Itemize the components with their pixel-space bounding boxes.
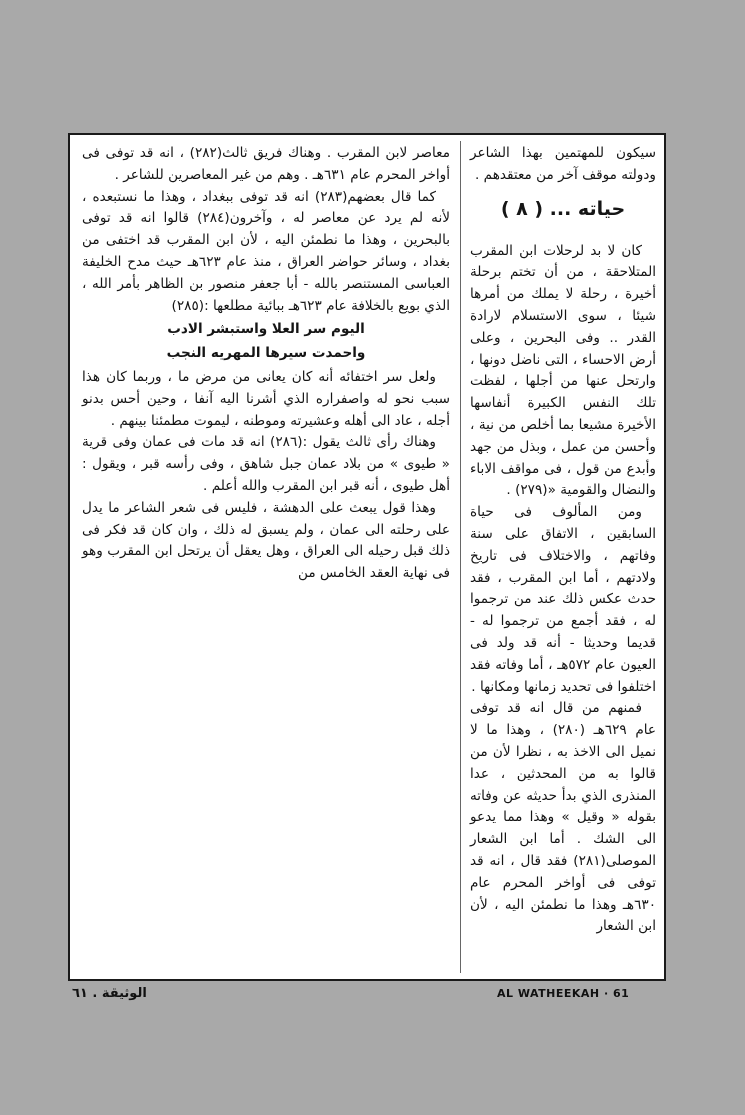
left-column bbox=[82, 143, 450, 585]
intro-text: سيكون للمهتمين بهذا الشاعر ودولته موقف آخر من معتقدهم . bbox=[470, 145, 656, 183]
paragraph: وهناك رأى ثالث يقول :(٢٨٦) انه قد مات فى عمان وفى قرية « طيوى » من بلاد عمان جبل شاهق ، وفى رأسه قبر ، ويقول : أهل طيوى ، أنه قبر ابن المقرب والله أعلم . bbox=[82, 434, 450, 494]
verse-line: واحمدت سيرها المهريه النجب bbox=[166, 345, 366, 362]
paragraph: ولعل سر اختفائه أنه كان يعانى من مرض ما ، وربما كان هذا سبب نحو له واصفراره الذي أشرنا اليه آنفا ، وحين أحس بدنو أجله ، عاد الى أهله وعشيرته وموطنه ، ليموت مطمئنا بينهم . bbox=[82, 368, 450, 429]
footer-page-number-latin: AL WATHEEKAH · 61 bbox=[497, 987, 630, 1000]
verse-line: اليوم سر العلا واستبشر الادب bbox=[167, 321, 365, 338]
paragraph: كما قال بعضهم(٢٨٣) انه قد توفى ببغداد ، وهذا ما نستبعده ، لأنه لم يرد عن معاصر له ، وآخرون(٢٨٤) قالوا انه قد توفى بالبحرين ، وهذا ما نطمئن اليه ، لأن ابن المقرب قد اختفى من بغداد ، وسائر حواضر العراق ، منذ عام ٦٢٣هـ حيث مدح الخليفة العباسى المستنصر بالله - أبا جعفر منصور بن الظاهر بأمر الله ، الذي بويع بالخلافة عام ٦٢٣هـ ببائية مطلعها :(٢٨٥) bbox=[82, 188, 450, 314]
paragraph: كان لا بد لرحلات ابن المقرب المتلاحقة ، من أن تختم برحلة أخيرة ، رحلة لا يملك من أمرها شيئا ، سوى الاستسلام لارادة القدر .. وفى البحرين ، وعلى أرض الاحساء ، التى ناضل دونها ، وارتحل عنها من أجلها ، لفظت تلك النفس الكبيرة أنفاسها الأخيرة مشيعا بما أخلص من نية ، وأحسن من عمل ، وبذل من جهد وأبدع من قول ، فى مواقف الاباء والنضال والقومية «(٢٧٩) . bbox=[470, 242, 656, 499]
column-divider bbox=[460, 141, 461, 973]
paragraph: فمنهم من قال انه قد توفى عام ٦٢٩هـ (٢٨٠) ، وهذا ما لا نميل الى الاخذ به ، نظرا لأن من قالوا به من المحدثين ، عدا المنذرى الذي بدأ حديثه عن وفاته بقوله « وقيل » وهذا مما يدعو الى الشك . أما ابن الشعار الموصلى(٢٨١) فقد قال ، انه قد توفى فى أواخر المحرم عام ٦٣٠هـ وهذا ما نطمئن اليه ، لأن ابن الشعار bbox=[470, 700, 656, 935]
section-heading: حياته ... ( ٨ ) bbox=[500, 197, 626, 220]
page-frame bbox=[68, 133, 666, 981]
right-column bbox=[470, 143, 656, 938]
paragraph: وهذا قول يبعث على الدهشة ، فليس فى شعر الشاعر ما يدل على رحلته الى عمان ، ولم يسبق له ذلك ، وان كان قد فكر فى ذلك قبل رحيله الى العراق ، وهل يعقل أن يرتحل ابن المقرب وهو فى نهاية العقد الخامس من bbox=[82, 499, 450, 582]
paragraph: معاصر لابن المقرب . وهناك فريق ثالث(٢٨٢) ، انه قد توفى فى أواخر المحرم عام ٦٣١هـ . وهم من غير المعاصرين للشاعر . bbox=[82, 145, 450, 183]
paragraph: ومن المألوف فى حياة السابقين ، الاتفاق على سنة وفاتهم ، والاختلاف فى تاريخ ولادتهم ، أما ابن المقرب ، فقد حدث عكس ذلك عند من ترجموا له ، فقد أجمع من ترجموا له - قديما وحديثا - أنه قد ولد فى العيون عام ٥٧٢هـ ، أما وفاته فقد اختلفوا فى تحديد زمانها ومكانها . bbox=[470, 504, 656, 695]
footer-page-number-arabic: الوثيقة . ٦١ bbox=[72, 986, 147, 1001]
